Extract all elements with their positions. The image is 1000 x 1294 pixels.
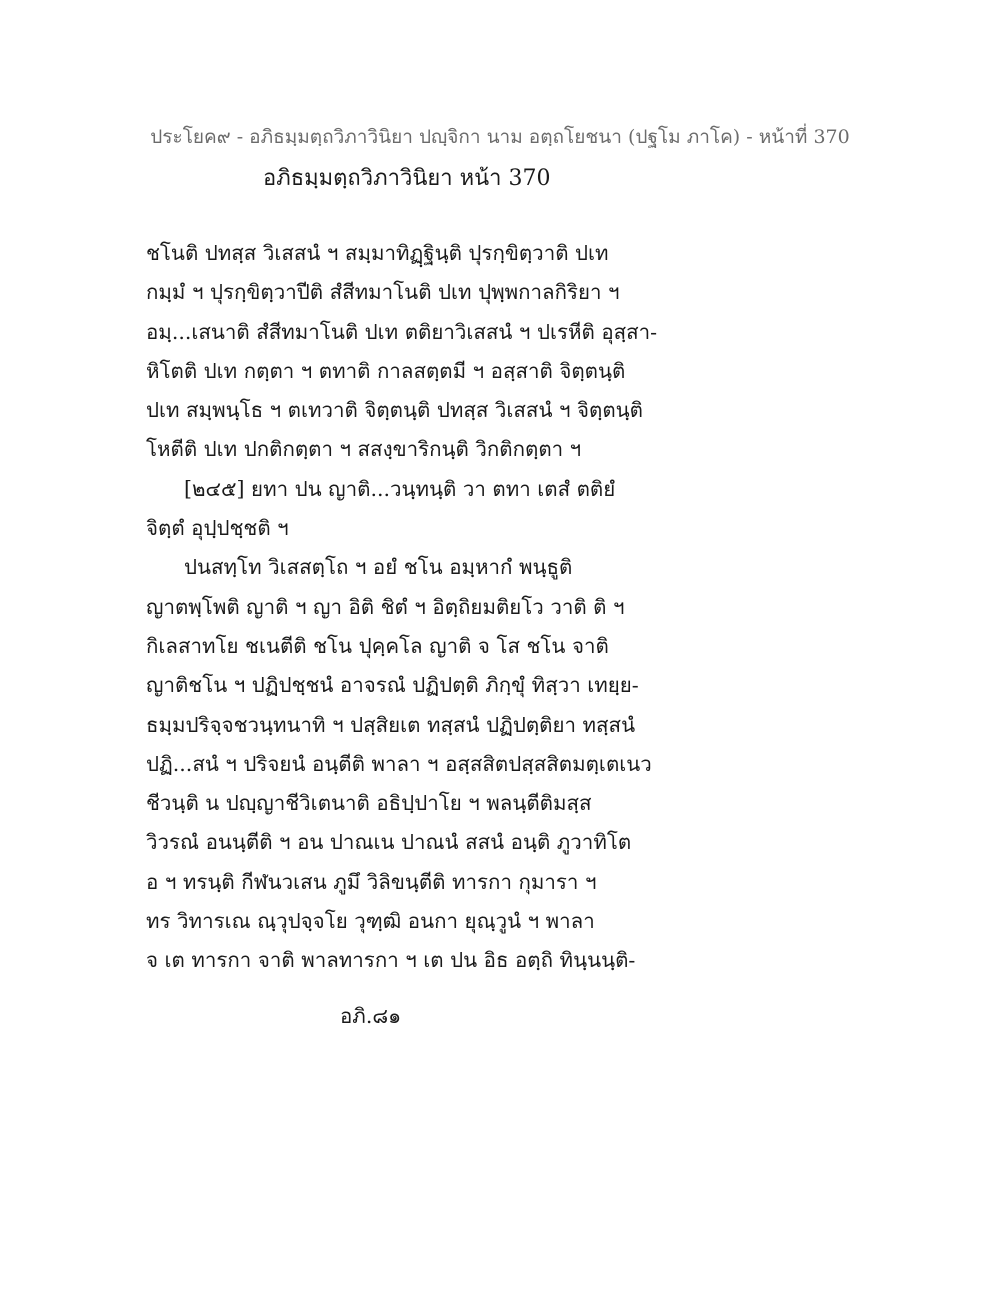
body-line: ปเท สมฺพนฺโธ ฯ ตเทวาติ จิตฺตนฺติ ปทสฺส วิเสสนํ ฯ จิตฺตนฺติ — [146, 398, 643, 423]
body-line: จิตฺตํ อุปฺปชฺชติ ฯ — [146, 516, 289, 541]
page-title: อภิธมฺมตฺถวิภาวินิยา หน้า 370 — [263, 166, 551, 191]
body-text — [146, 234, 666, 981]
body-line: จ เต ทารกา จาติ พาลทารกา ฯ เต ปน อิธ อตฺถิ ทินฺนนฺติ- — [146, 948, 636, 973]
body-line-paragraph-start: [๒๔๕] ยทา ปน ญาติ...วนฺทนฺติ วา ตทา เตสํ ตติยํ — [184, 476, 616, 501]
body-line: ธมฺมปริจฺจชวนฺทนาทิ ฯ ปสฺสิยเต ทสฺสนํ ปฏิปตฺติยา ทสฺสนํ — [146, 712, 636, 737]
body-line: ญาตพฺโพติ ญาติ ฯ ญา อิติ ชิตํ ฯ อิตฺถิยมติยโว วาติ ติ ฯ — [146, 594, 625, 619]
body-line: ญาติชโน ฯ ปฏิปชฺชนํ อาจรณํ ปฏิปตฺติ ภิกฺขุํ ทิสฺวา เทยฺย- — [146, 673, 639, 698]
body-line: ทร วิทารเณ ณฺวุปจฺจโย วุฑฺฒิ อนกา ยุณฺวูนํ ฯ พาลา — [146, 909, 595, 934]
body-line: ชโนติ ปทสฺส วิเสสนํ ฯ สมฺมาทิฏฺฐินฺติ ปุรกฺขิตฺวาติ ปเท — [146, 241, 609, 265]
body-line-paragraph-start: ปนสทฺโท วิเสสตฺโถ ฯ อยํ ชโน อมฺหากํ พนฺธูติ — [184, 555, 573, 580]
running-header: ประโยค๙ - อภิธมฺมตฺถวิภาวินิยา ปญฺจิกา นาม อตฺถโยชนา (ปฐโม ภาโค) - หน้าที่ 370 — [150, 126, 850, 148]
body-line: วิวรณํ อนนฺตีติ ฯ อน ปาณเน ปาณนํ สสนํ อนฺติ ภูวาทิโต — [146, 830, 632, 855]
body-line: อ ฯ ทรนฺติ กีฬนวเสน ภูมึ วิลิขนฺตีติ ทารกา กุมารา ฯ — [146, 869, 597, 894]
body-line: โหตีติ ปเท ปกติกตฺตา ฯ สสงฺขาริกนฺติ วิกติกตฺตา ฯ — [146, 437, 582, 462]
body-line: ปฏิ...สนํ ฯ ปริจยนํ อนฺตีติ พาลา ฯ อสฺสสิตปสฺสสิตมตฺเตเนว — [146, 751, 652, 776]
page-signature-mark: อภิ.๘๑ — [340, 1004, 402, 1028]
body-line: กิเลสาทโย ชเนตีติ ชโน ปุคฺคโล ญาติ จ โส ชโน จาติ — [146, 633, 609, 658]
body-line: ชีวนฺติ น ปญฺญาชีวิเตนาติ อธิปฺปาโย ฯ พลนฺตีติมสฺส — [146, 791, 592, 816]
body-line: อมฺ...เสนาติ สํสีทมาโนติ ปเท ตติยาวิเสสนํ ฯ ปเรหีติ อุสฺสา- — [146, 319, 658, 344]
body-line: หิโตติ ปเท กตฺตา ฯ ตทาติ กาลสตฺตมี ฯ อสฺสาติ จิตฺตนฺติ — [146, 358, 626, 383]
body-line: กมฺมํ ฯ ปุรกฺขิตฺวาปีติ สํสีทมาโนติ ปเท ปุพฺพกาลกิริยา ฯ — [146, 280, 620, 305]
